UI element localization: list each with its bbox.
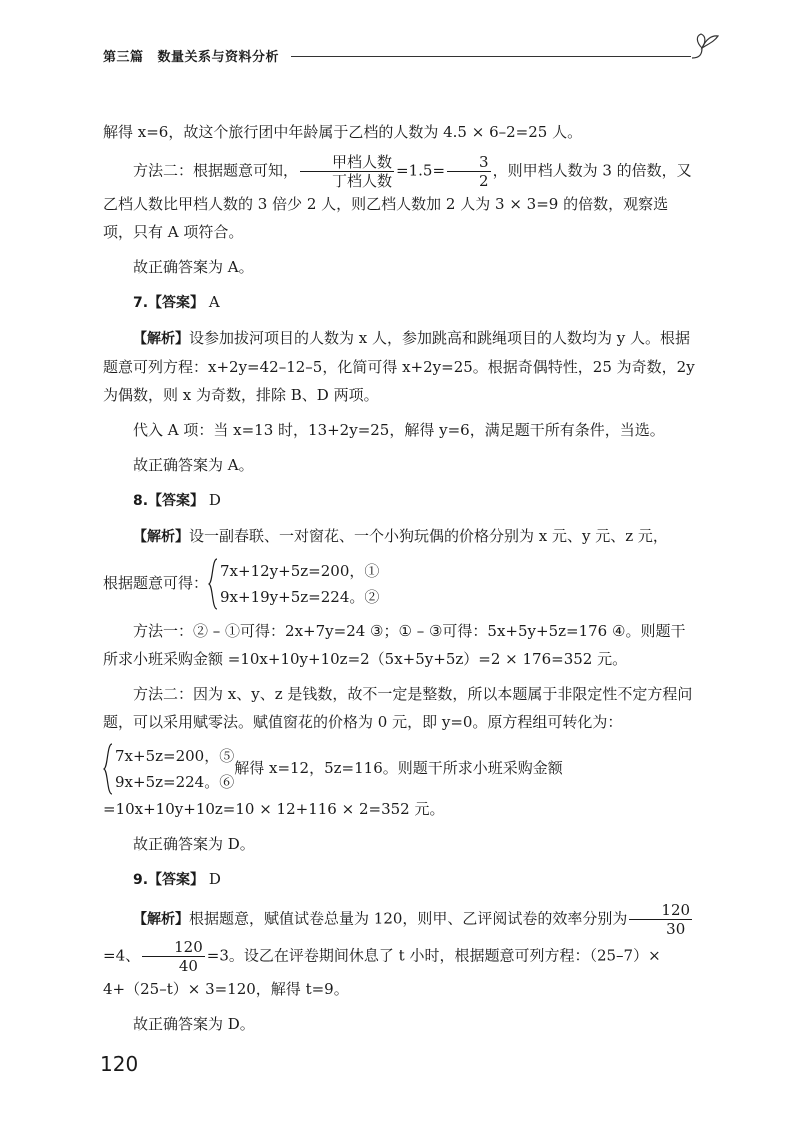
fraction-120-40 xyxy=(142,938,205,975)
method-two-intro: 方法二：根据题意可知， xyxy=(133,161,299,180)
substitution-q7: 代入 A 项：当 x=13 时，13+2y=25，解得 y=6，满足题干所有条件，当选。 xyxy=(133,421,665,439)
conclusion-q6: 故正确答案为 A。 xyxy=(133,258,254,276)
answer-label: 8.【答案】 xyxy=(133,493,205,509)
analysis-q9 xyxy=(103,901,695,1003)
brace-icon xyxy=(208,558,218,610)
reduced-system-q8 xyxy=(103,743,695,823)
analysis-q8 xyxy=(103,522,695,551)
analysis-label: 【解析】 xyxy=(133,331,189,347)
answer-label: 9.【答案】 xyxy=(133,872,205,888)
header-section-title: 数量关系与资料分析 xyxy=(157,50,280,65)
header-title xyxy=(103,46,279,65)
equation-6: 9x+5z=224。⑥ xyxy=(115,773,235,791)
answer-q8 xyxy=(103,486,695,515)
conclusion-q7: 故正确答案为 A。 xyxy=(133,456,254,474)
analysis-text: 设参加拔河项目的人数为 x 人，参加跳高和跳绳项目的人数均为 y 人。根据题意可列方程：x+2y=42–12–5，化简可得 x+2y=25。根据奇偶特性，25 为奇数，2y 为偶数，则 x 为奇数，排除 B、D 两项。 xyxy=(103,329,695,404)
analysis-q7 xyxy=(103,324,695,409)
header-rule xyxy=(291,56,691,57)
answer-label: 7.【答案】 xyxy=(133,295,205,311)
fraction-ratio xyxy=(300,153,394,190)
fraction-numerator: 120 xyxy=(629,901,692,920)
analysis-text-a: 根据题意，赋值试卷总量为 120，则甲、乙评阅试卷的效率分别为 xyxy=(189,909,628,928)
answer-value: D xyxy=(208,491,221,509)
ratio-value: =1.5= xyxy=(396,161,446,180)
analysis-label: 【解析】 xyxy=(133,911,189,928)
equation-system xyxy=(208,558,379,610)
page-content xyxy=(103,118,695,1045)
paragraph-method-two xyxy=(103,153,695,246)
page-number: 120 xyxy=(100,1052,139,1076)
solve-text: 解得 x=12，5z=116。则题干所求小班采购金额 =10x+10y+10z=10 × 12+116 × 2=352 元。 xyxy=(103,759,563,818)
fraction-denominator: 丁档人数 xyxy=(332,172,393,190)
method-two-rest: ，则甲档人数为 3 的倍数，又乙档人数比甲档人数的 3 倍少 2 人，则乙档人数加 2 人为 3 × 3=9 的倍数，观察选项，只有 A 项符合。 xyxy=(103,161,692,241)
analysis-text-b: =4、 xyxy=(103,946,141,965)
fraction-denominator: 40 xyxy=(178,957,198,975)
fraction-denominator: 30 xyxy=(666,920,686,938)
sprout-icon xyxy=(688,30,728,60)
fraction-numerator: 3 xyxy=(447,153,491,172)
answer-value: A xyxy=(208,293,220,311)
system-prefix: 根据题意可得： xyxy=(103,574,209,592)
equation-system-reduced xyxy=(103,743,234,795)
analysis-label: 【解析】 xyxy=(133,529,189,545)
fraction-three-halves xyxy=(447,153,491,190)
fraction-numerator: 120 xyxy=(142,938,205,957)
method-two-q8: 方法二：因为 x、y、z 是钱数，故不一定是整数，所以本题属于非限定性不定方程问题，可以采用赋零法。赋值窗花的价格为 0 元，即 y=0。原方程组可转化为： xyxy=(103,685,693,731)
analysis-text-c: =3。设乙在评卷期间休息了 t 小时，根据题意可列方程：（25–7）× 4+（25–t）× 3=120，解得 t=9。 xyxy=(103,946,661,998)
equation-1: 7x+12y+5z=200，① xyxy=(220,562,380,580)
equation-5: 7x+5z=200，⑤ xyxy=(115,747,235,765)
header-part: 第三篇 xyxy=(103,50,144,65)
fraction-numerator: 甲档人数 xyxy=(300,153,394,172)
method-one-q8: 方法一：② – ①可得：2x+7y=24 ③；① – ③可得：5x+5y+5z=176 ④。则题干所求小班采购金额 =10x+10y+10z=2（5x+5y+5z）=2 × 176=352 元。 xyxy=(103,622,686,668)
equation-2: 9x+19y+5z=224。② xyxy=(220,588,380,606)
equation-system-q8 xyxy=(103,558,695,610)
analysis-text: 设一副春联、一对窗花、一个小狗玩偶的价格分别为 x 元、y 元、z 元， xyxy=(189,527,668,545)
fraction-denominator: 2 xyxy=(479,172,489,190)
paragraph-solution-end: 解得 x=6，故这个旅行团中年龄属于乙档的人数为 4.5 × 6–2=25 人。 xyxy=(103,123,583,141)
conclusion-q9: 故正确答案为 D。 xyxy=(133,1015,255,1033)
running-header xyxy=(103,46,703,70)
brace-icon xyxy=(103,743,113,795)
conclusion-q8: 故正确答案为 D。 xyxy=(133,835,255,853)
answer-q7 xyxy=(103,288,695,317)
answer-value: D xyxy=(208,870,221,888)
fraction-120-30 xyxy=(629,901,692,938)
answer-q9 xyxy=(103,865,695,894)
